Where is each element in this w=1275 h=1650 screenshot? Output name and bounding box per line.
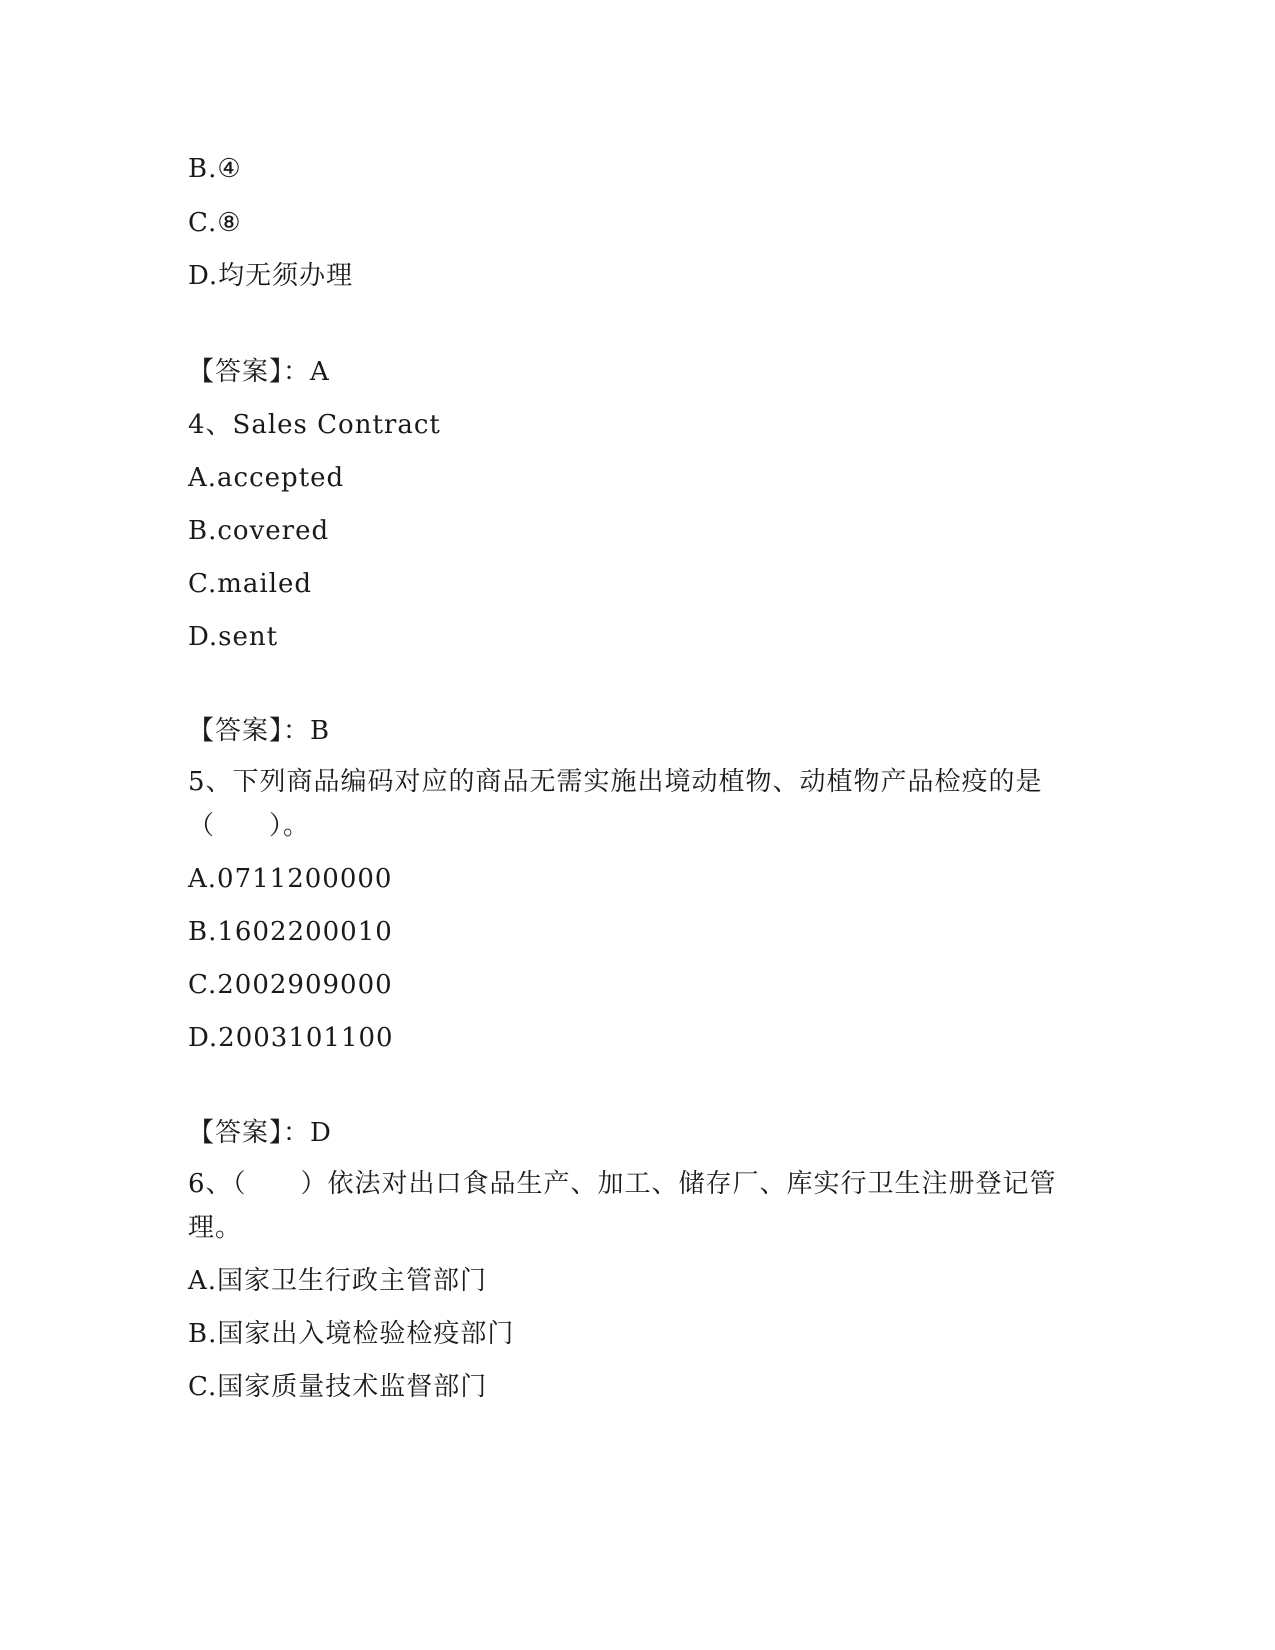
q6-option-c: C.国家质量技术监督部门 [188, 1372, 488, 1402]
q3-answer: 【答案】：A [188, 357, 330, 387]
q5-option-c: C.2002909000 [188, 970, 393, 1000]
q4-option-a: A.accepted [188, 463, 345, 493]
q5-answer: 【答案】：D [188, 1118, 332, 1148]
q4-answer: 【答案】：B [188, 716, 331, 746]
q5-option-d: D.2003101100 [188, 1023, 394, 1053]
q3-option-d: D.均无须办理 [188, 261, 354, 291]
q4-option-c: C.mailed [188, 569, 313, 599]
q3-option-b: B.④ [188, 154, 242, 184]
q5-option-b: B.1602200010 [188, 917, 393, 947]
q4-option-b: B.covered [188, 516, 330, 546]
q6-option-a: A.国家卫生行政主管部门 [188, 1266, 488, 1296]
q5-option-a: A.0711200000 [188, 864, 393, 894]
q6-stem: 6、（ ）依法对出口食品生产、加工、储存厂、库实行卫生注册登记管理。 [188, 1169, 1057, 1243]
q3-option-c: C.⑧ [188, 208, 242, 238]
q4-option-d: D.sent [188, 622, 279, 652]
q4-stem: 4、Sales Contract [188, 410, 441, 440]
q6-option-b: B.国家出入境检验检疫部门 [188, 1319, 515, 1349]
q5-stem: 5、下列商品编码对应的商品无需实施出境动植物、动植物产品检疫的是（ ）。 [188, 767, 1043, 841]
